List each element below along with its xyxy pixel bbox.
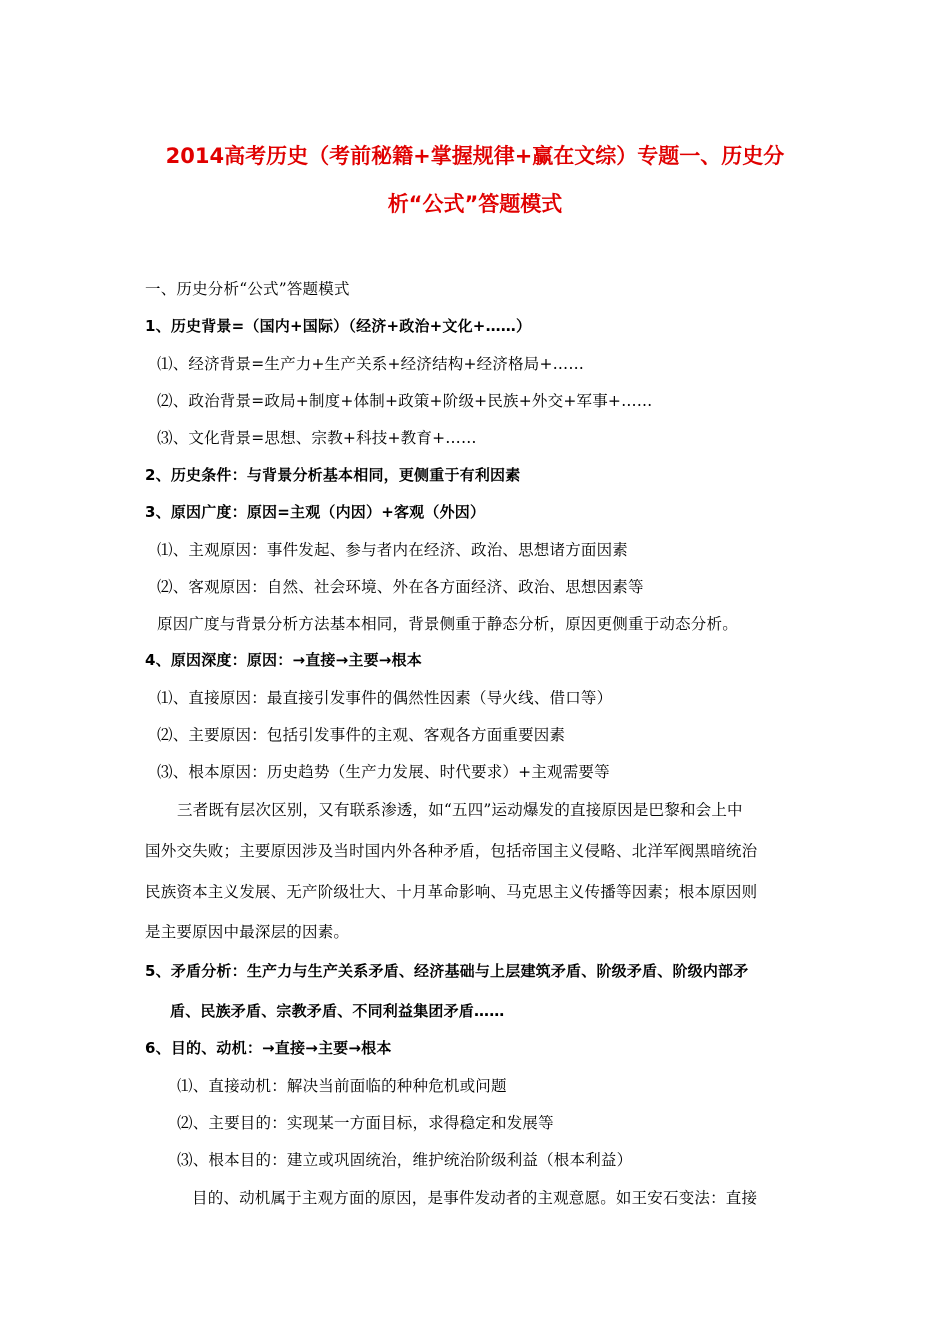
sub-item: ⑵、政治背景=政局+制度+体制+政策+阶级+民族+外交+军事+…… xyxy=(157,392,653,410)
sub-item: ⑶、根本目的：建立或巩固统治，维护统治阶级利益（根本利益） xyxy=(177,1151,633,1169)
sub-item: ⑶、根本原因：历史趋势（生产力发展、时代要求）+主观需要等 xyxy=(157,763,610,781)
sub-item: ⑶、文化背景=思想、宗教+科技+教育+…… xyxy=(157,429,477,447)
item-5-heading: 5、矛盾分析：生产力与生产关系矛盾、经济基础与上层建筑矛盾、阶级矛盾、阶级内部矛 xyxy=(145,962,749,980)
sub-item: ⑵、客观原因：自然、社会环境、外在各方面经济、政治、思想因素等 xyxy=(157,578,644,596)
paragraph-line: 国外交失败；主要原因涉及当时国内外各种矛盾，包括帝国主义侵略、北洋军阀黑暗统治 xyxy=(145,842,758,860)
paragraph-line: 目的、动机属于主观方面的原因，是事件发动者的主观意愿。如王安石变法：直接 xyxy=(192,1189,758,1207)
item-5-heading-continued: 盾、民族矛盾、宗教矛盾、不同利益集团矛盾…… xyxy=(170,1002,505,1020)
item-4-heading: 4、原因深度：原因：→直接→主要→根本 xyxy=(145,651,422,669)
document-title-line-2: 析“公式”答题模式 xyxy=(387,192,563,216)
sub-item: ⑵、主要目的：实现某一方面目标，求得稳定和发展等 xyxy=(177,1114,554,1132)
paragraph-line: 是主要原因中最深层的因素。 xyxy=(145,923,350,941)
item-1-heading: 1、历史背景=（国内+国际）（经济+政治+文化+……） xyxy=(145,317,532,335)
sub-item: ⑴、直接原因：最直接引发事件的偶然性因素（导火线、借口等） xyxy=(157,689,613,707)
paragraph-line: 原因广度与背景分析方法基本相同，背景侧重于静态分析，原因更侧重于动态分析。 xyxy=(157,615,738,633)
sub-item: ⑵、主要原因：包括引发事件的主观、客观各方面重要因素 xyxy=(157,726,566,744)
document-title-line-1: 2014高考历史（考前秘籍+掌握规律+赢在文综）专题一、历史分 xyxy=(165,144,785,168)
paragraph-line: 民族资本主义发展、无产阶级壮大、十月革命影响、马克思主义传播等因素；根本原因则 xyxy=(145,883,758,901)
sub-item: ⑴、直接动机：解决当前面临的种种危机或问题 xyxy=(177,1077,507,1095)
item-2-heading: 2、历史条件：与背景分析基本相同，更侧重于有利因素 xyxy=(145,466,521,484)
item-6-heading: 6、目的、动机：→直接→主要→根本 xyxy=(145,1039,392,1057)
paragraph-line: 三者既有层次区别，又有联系渗透，如“五四”运动爆发的直接原因是巴黎和会上中 xyxy=(177,801,743,819)
sub-item: ⑴、经济背景=生产力+生产关系+经济结构+经济格局+…… xyxy=(157,355,585,373)
section-heading: 一、历史分析“公式”答题模式 xyxy=(145,280,350,298)
item-3-heading: 3、原因广度：原因=主观（内因）+客观（外因） xyxy=(145,503,486,521)
sub-item: ⑴、主观原因：事件发起、参与者内在经济、政治、思想诸方面因素 xyxy=(157,541,629,559)
